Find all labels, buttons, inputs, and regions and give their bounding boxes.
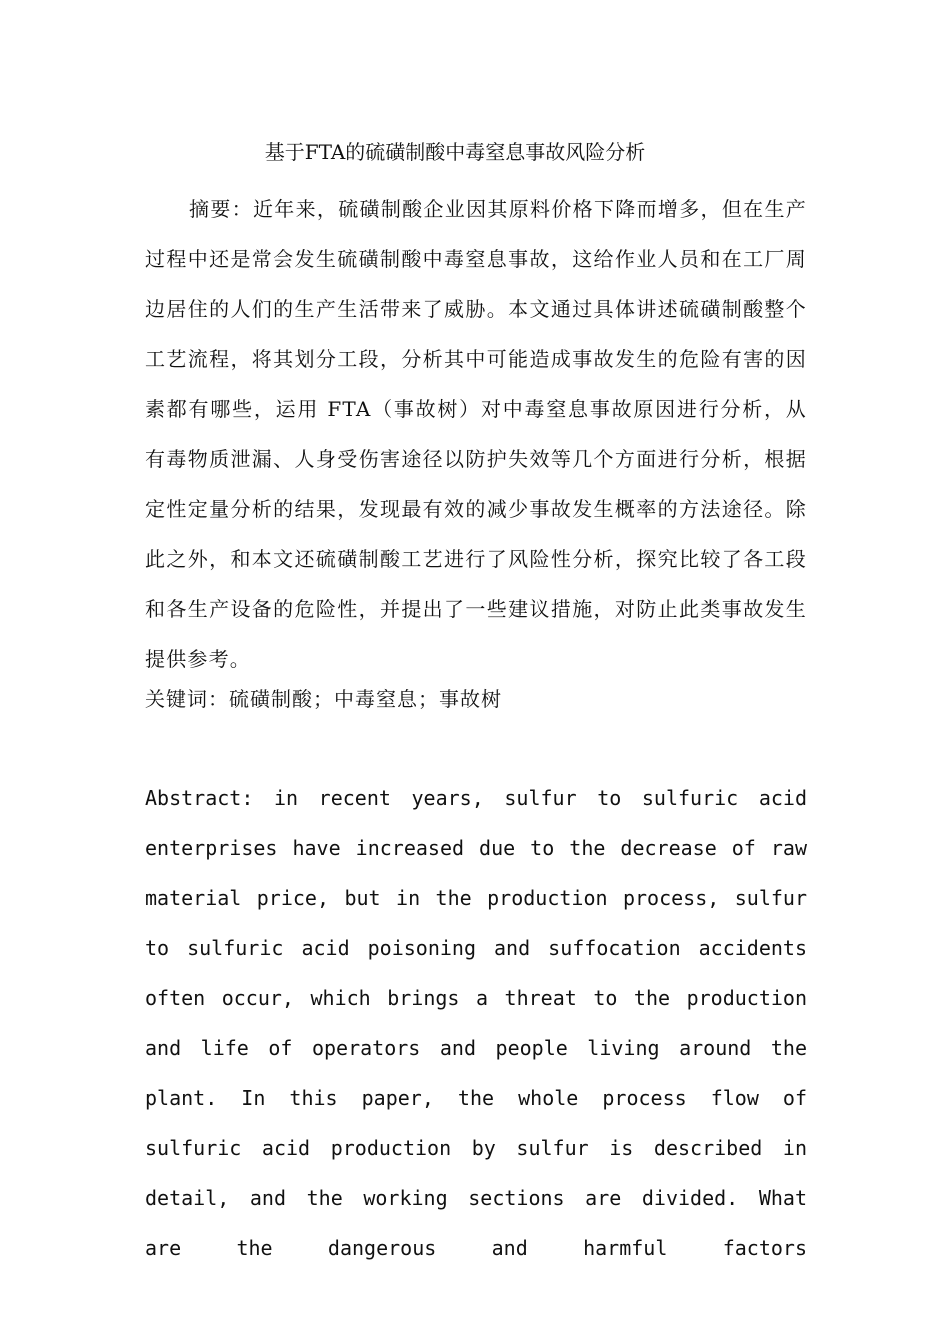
chinese-keywords: 关键词：硫磺制酸；中毒窒息；事故树 (145, 687, 502, 711)
chinese-abstract: 摘要：近年来，硫磺制酸企业因其原料价格下降而增多，但在生产过程中还是常会发生硫磺制酸中毒窒息事故，这给作业人员和在工厂周边居住的人们的生产生活带来了威胁。本文通过具体讲述硫磺制酸整个工艺流程，将其划分工段，分析其中可能造成事故发生的危险有害的因素都有哪些，运用 FTA（事故树）对中毒窒息事故原因进行分析，从有毒物质泄漏、人身受伤害途径以防护失效等几个方面进行分析，根据定性定量分析的结果，发现最有效的减少事故发生概率的方法途径。除此之外，和本文还硫磺制酸工艺进行了风险性分析，探究比较了各工段和各生产设备的危险性，并提出了一些建议措施，对防止此类事故发生提供参考。 (145, 197, 807, 671)
english-abstract: Abstract: in recent years, sulfur to sulfuric acid enterprises have increased due to the decrease of raw material price, but in the production process, sulfur to sulfuric acid poisoning and suffocation accidents often occur, which brings a threat to the production and life of operators and people living around the plant. In this paper, the whole process flow of sulfuric acid production by sulfur is described in detail, and the working sections are divided. What are the dangerous and harmful factors (145, 786, 807, 1260)
paper-title: 基于FTA的硫磺制酸中毒窒息事故风险分析 (264, 140, 646, 164)
